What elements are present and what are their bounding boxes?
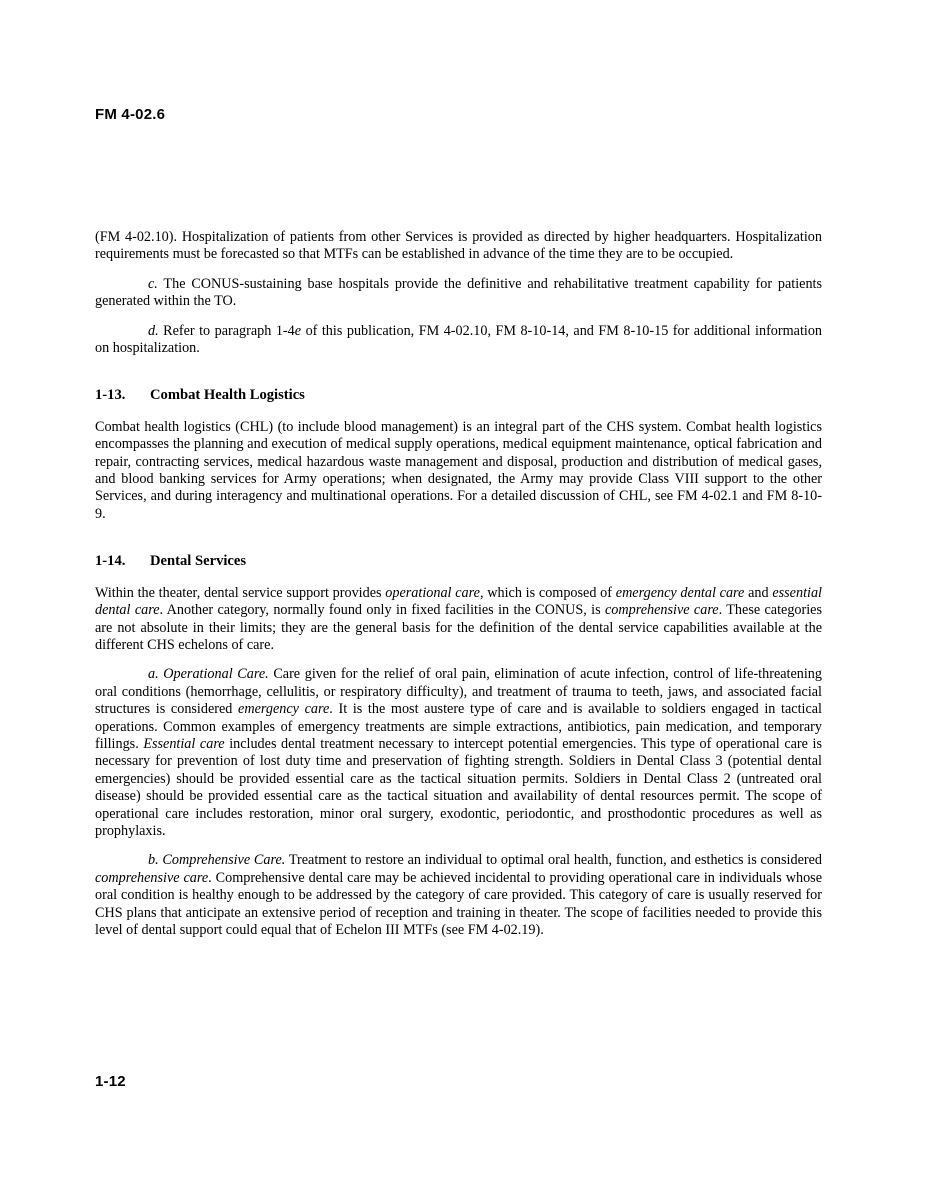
- page-header: FM 4-02.6: [95, 106, 166, 123]
- text-run: Refer to paragraph 1-4: [158, 322, 295, 339]
- text-run: . These categories are not absolute in their limits; they are the general basis for the definition of the dental service capabilities available at the different CHS echelons of care.: [95, 602, 823, 653]
- text-run: and: [744, 584, 773, 601]
- italic-text-run: comprehensive care: [95, 869, 209, 886]
- text-run: Combat health logistics (CHL) (to include blood management) is an integral part of the CHS system. Combat health logistics encompasses the planning and execution of medical supply operations, medical equipment maintenance, optical fabrication and repair, contracting services, medical hazardous waste management and disposal, production and distribution of medical gases, and blood banking services for Army operations; when designated, the Army may provide Class VIII support to the other Services, and during interagency and multinational operations. For a detailed discussion of CHL, see FM 4-02.1 and FM 8-10-9.: [95, 418, 822, 522]
- page-number: 1-12: [95, 1073, 126, 1090]
- text-run: Care given for the relief of oral pain, elimination of acute infection, control of life-threatening oral conditions (hemorrhage, cellulitis, or respiratory difficulty), and treatment of trauma to teeth, jaws, and associated facial structures is considered: [95, 666, 822, 718]
- italic-text-run: essential dental care: [95, 584, 822, 619]
- section-number: 1-14.: [95, 553, 126, 570]
- paragraph: [95, 666, 822, 840]
- text-run: Within the theater, dental service support provides: [95, 584, 386, 601]
- section-title: Dental Services: [150, 553, 247, 570]
- text-run: The CONUS-sustaining base hospitals provide the definitive and rehabilitative treatment capability for patients generated within the TO.: [95, 275, 822, 310]
- italic-text-run: d.: [148, 322, 159, 339]
- italic-text-run: emergency care: [238, 701, 330, 718]
- text-run: . It is the most austere type of care and is available to soldiers engaged in tactical operations. Common examples of emergency treatments are simple extractions, antibiotics, pain medication, and temporary fillings.: [95, 701, 822, 752]
- section-number: 1-13.: [95, 387, 126, 404]
- paragraph: [95, 276, 822, 311]
- italic-text-run: a.: [148, 666, 159, 683]
- italic-text-run: Comprehensive Care.: [162, 852, 286, 869]
- italic-text-run: comprehensive care: [605, 602, 719, 619]
- section-heading: [95, 387, 822, 404]
- italic-text-run: e: [294, 322, 302, 339]
- text-run: includes dental treatment necessary to intercept potential emergencies. This type of operational care is necessary for prevention of lost duty time and preservation of fighting strength. Soldiers in Dental Class 3 (potential dental emergencies) should be provided essential care as the tactical situation permits. Soldiers in Dental Class 2 (untreated oral disease) should be provided essential care as the tactical situation and availability of dental resources permit. The scope of operational care includes restoration, minor oral surgery, exodontic, periodontic, and prosthodontic procedures as well as prophylaxis.: [95, 735, 822, 839]
- italic-text-run: emergency dental care: [615, 584, 745, 601]
- text-run: , which is composed of: [479, 584, 616, 601]
- italic-text-run: Operational Care.: [163, 666, 269, 683]
- paragraph: [95, 419, 822, 523]
- paragraph: [95, 852, 822, 939]
- text-run: Treatment to restore an individual to optimal oral health, function, and esthetics is considered: [285, 852, 822, 869]
- text-run: . Another category, normally found only in fixed facilities in the CONUS, is: [159, 602, 605, 619]
- section-heading: [95, 553, 822, 570]
- italic-text-run: b.: [148, 852, 159, 869]
- text-run: . Comprehensive dental care may be achieved incidental to providing operational care in individuals whose oral condition is healthy enough to be addressed by the category of care provided. This category of care is usually reserved for CHS plans that anticipate an extensive period of reception and training in theater. The scope of facilities needed to provide this level of dental support could equal that of Echelon III MTFs (see FM 4-02.19).: [95, 869, 822, 938]
- section-title: Combat Health Logistics: [150, 387, 305, 404]
- italic-text-run: Essential care: [143, 735, 225, 752]
- paragraph: [95, 229, 822, 264]
- text-run: (FM 4-02.10). Hospitalization of patients from other Services is provided as directed by higher headquarters. Hospitalization requirements must be forecasted so that MTFs can be established in advance of the time they are to be occupied.: [95, 229, 822, 263]
- italic-text-run: c.: [148, 275, 158, 292]
- paragraph: [95, 585, 822, 655]
- document-body: [95, 229, 822, 951]
- text-run: of this publication, FM 4-02.10, FM 8-10-14, and FM 8-10-15 for additional information on hospitalization.: [95, 322, 823, 357]
- paragraph: [95, 323, 822, 358]
- italic-text-run: operational care: [385, 584, 480, 601]
